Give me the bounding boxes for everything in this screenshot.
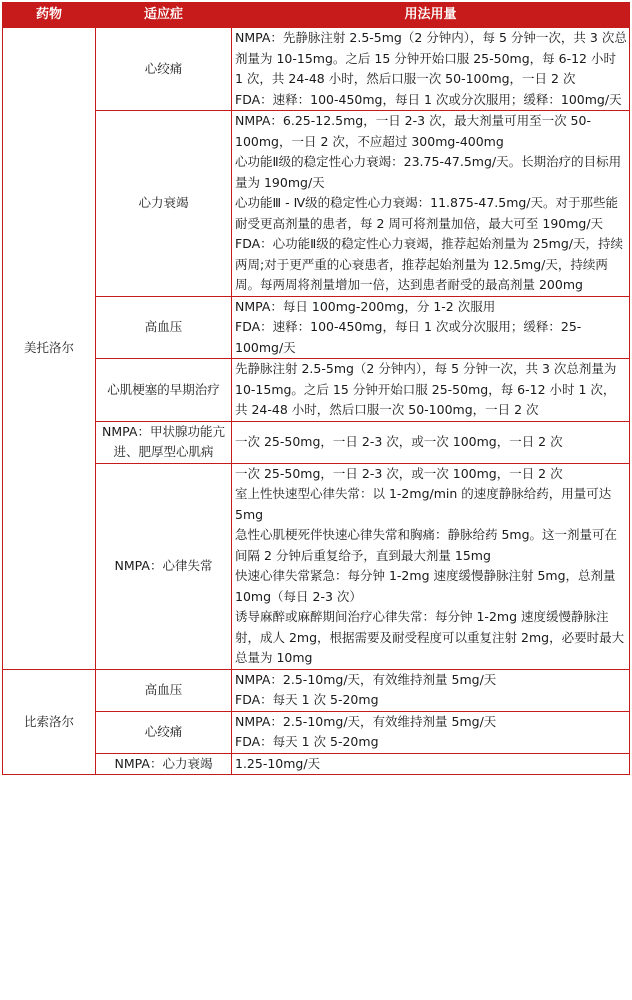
drug-name-bisoprolol: 比索洛尔 [3, 669, 96, 775]
dosage-line: FDA：心功能Ⅱ级的稳定性心力衰竭，推荐起始剂量为 25mg/天，持续两周;对于更严重的心衰患者，推荐起始剂量为 12.5mg/天，持续两周。每两周将剂量增加一倍，达到患者耐受的最高剂量 200mg [235, 236, 624, 292]
dosage-line: 急性心肌梗死伴快速心律失常和胸痛：静脉给药 5mg。这一剂量可在间隔 2 分钟后重复给予，直到最大剂量 15mg [235, 527, 618, 563]
table-row [3, 296, 630, 359]
indication-cell: NMPA：心律失常 [96, 463, 232, 669]
dosage-line: 诱导麻醉或麻醉期间治疗心律失常：每分钟 1-2mg 速度缓慢静脉注射，成人 2mg，根据需要及耐受程度可以重复注射 2mg，必要时最大总量为 10mg [235, 609, 625, 665]
indication-cell: 高血压 [96, 296, 232, 359]
dosage-cell [232, 28, 630, 111]
header-indication: 适应症 [96, 3, 232, 28]
indication-cell: 心绞痛 [96, 711, 232, 753]
dosage-line: NMPA：2.5-10mg/天，有效维持剂量 5mg/天 [235, 713, 497, 729]
table-row [3, 359, 630, 422]
dosage-line: 一次 25-50mg，一日 2-3 次，或一次 100mg，一日 2 次 [235, 433, 563, 449]
dosage-line: FDA：每天 1 次 5-20mg [235, 692, 379, 707]
dosage-line: FDA：每天 1 次 5-20mg [235, 734, 379, 749]
indication-cell: 心绞痛 [96, 28, 232, 111]
table-row [3, 753, 630, 775]
dosage-line: 先静脉注射 2.5-5mg（2 分钟内），每 5 分钟一次，共 3 次总剂量为 10-15mg。之后 15 分钟开始口服 25-50mg，每 6-12 小时 1 次，共 24-48 小时，然后口服一次 50-100mg，一日 2 次 [235, 361, 617, 417]
dosage-line: NMPA：2.5-10mg/天，有效维持剂量 5mg/天 [235, 671, 497, 687]
dosage-cell [232, 753, 630, 775]
dosage-cell [232, 463, 630, 669]
table-row [3, 463, 630, 669]
dosage-cell [232, 359, 630, 422]
dosage-line: FDA：速释：100-450mg，每日 1 次或分次服用；缓释：100mg/天 [235, 91, 622, 107]
dosage-cell [232, 111, 630, 297]
dosage-line: FDA：速释：100-450mg，每日 1 次或分次服用；缓释：25-100mg/天 [235, 319, 582, 355]
dosage-line: NMPA：6.25-12.5mg，一日 2-3 次，最大剂量可用至一次 50-100mg，一日 2 次，不应超过 300mg-400mg [235, 113, 591, 149]
dosage-line: NMPA：每日 100mg-200mg，分 1-2 次服用 [235, 298, 496, 314]
dosage-line: NMPA：先静脉注射 2.5-5mg（2 分钟内），每 5 分钟一次，共 3 次总剂量为 10-15mg。之后 15 分钟开始口服 25-50mg，每 6-12 小时 1 次，共 24-48 小时，然后口服一次 50-100mg，一日 2 次 [235, 30, 627, 86]
indication-cell: 心肌梗塞的早期治疗 [96, 359, 232, 422]
dosage-line: 快速心律失常紧急：每分钟 1-2mg 速度缓慢静脉注射 5mg，总剂量 10mg（每日 2-3 次） [235, 568, 616, 604]
table-row [3, 669, 630, 711]
table-row [3, 711, 630, 753]
dosage-cell [232, 421, 630, 463]
indication-cell: 心力衰竭 [96, 111, 232, 297]
drug-dosage-table [2, 2, 630, 775]
drug-name-metoprolol: 美托洛尔 [3, 28, 96, 670]
dosage-cell [232, 711, 630, 753]
table-header-row [3, 3, 630, 28]
dosage-cell [232, 669, 630, 711]
header-drug: 药物 [3, 3, 96, 28]
dosage-line: 室上性快速型心律失常：以 1-2mg/min 的速度静脉给药，用量可达 5mg [235, 486, 612, 522]
indication-cell: NMPA：甲状腺功能亢进、肥厚型心肌病 [96, 421, 232, 463]
dosage-cell [232, 296, 630, 359]
dosage-line: 一次 25-50mg，一日 2-3 次，或一次 100mg，一日 2 次 [235, 465, 563, 481]
dosage-line: 1.25-10mg/天 [235, 755, 321, 771]
header-dosage: 用法用量 [232, 3, 630, 28]
indication-cell: NMPA：心力衰竭 [96, 753, 232, 775]
table-row [3, 28, 630, 111]
dosage-line: 心功能Ⅲ - Ⅳ级的稳定性心力衰竭：11.875-47.5mg/天。对于那些能耐受更高剂量的患者，每 2 周可将剂量加倍，最大可至 190mg/天 [235, 195, 619, 231]
table-row [3, 111, 630, 297]
indication-cell: 高血压 [96, 669, 232, 711]
table-row [3, 421, 630, 463]
dosage-line: 心功能Ⅱ级的稳定性心力衰竭：23.75-47.5mg/天。长期治疗的目标用量为 190mg/天 [235, 154, 622, 190]
